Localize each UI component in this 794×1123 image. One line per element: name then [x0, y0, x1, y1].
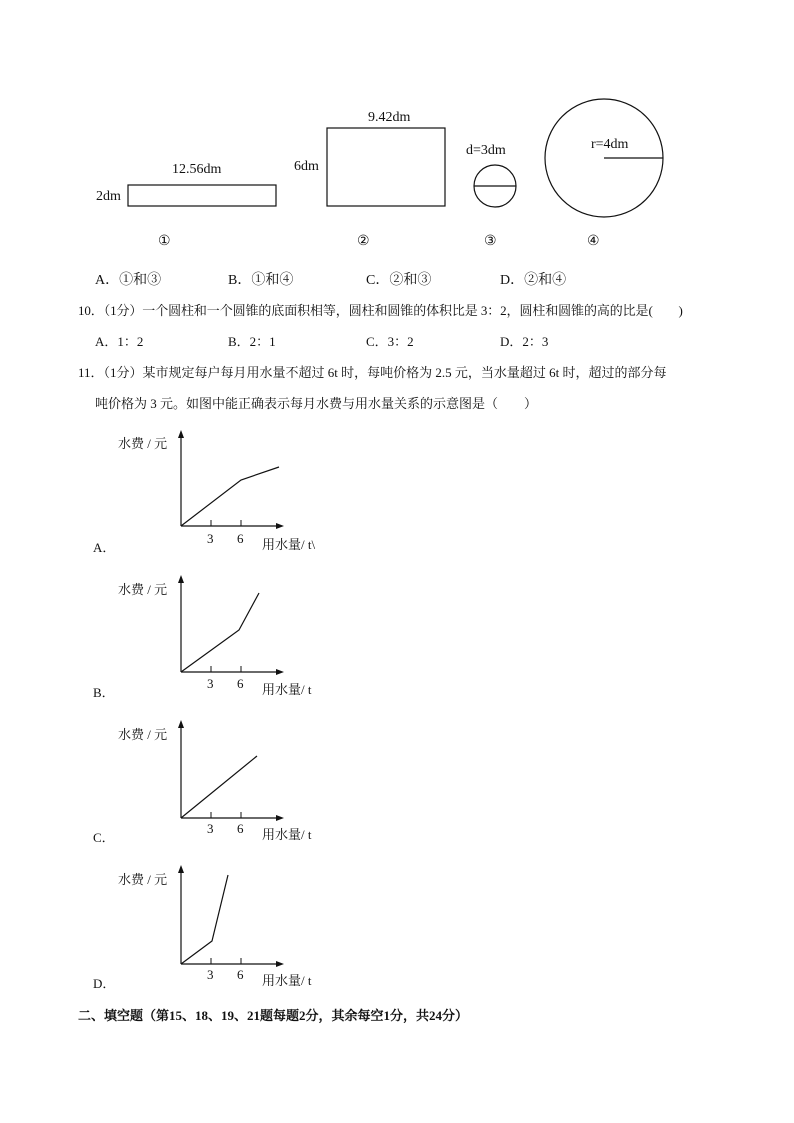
- graph-a-xlabel: 用水量/ t\: [262, 537, 316, 552]
- section2-heading: 二、填空题（第15、18、19、21题每题2分，其余每空1分，共24分）: [78, 1008, 469, 1023]
- graph-c-letter[interactable]: C．: [93, 830, 115, 845]
- option-letter: C．: [366, 273, 390, 288]
- graph-a-letter[interactable]: A．: [93, 540, 116, 555]
- graph-d-tick-6: 6: [237, 967, 244, 982]
- option-text: ①和④: [251, 273, 294, 288]
- option-letter: D．: [500, 334, 523, 349]
- option-text: 2：1: [249, 334, 276, 349]
- graph-d-line: [181, 875, 228, 964]
- graph-c-xlabel: 用水量/ t: [262, 827, 312, 842]
- option-text: 1：2: [117, 334, 144, 349]
- fig3-diameter-label: d=3dm: [466, 143, 506, 158]
- fig4-marker: ④: [587, 234, 600, 249]
- graph-b-tick-3: 3: [207, 676, 214, 691]
- graph-d-ylabel: 水费 / 元: [118, 872, 168, 887]
- graph-a-tick-3: 3: [207, 531, 214, 546]
- q10-stem: 10．（1分）一个圆柱和一个圆锥的底面积相等，圆柱和圆锥的体积比是 3：2，圆柱和圆锥的高的比是( ): [78, 303, 683, 318]
- graph-d-x-arrow: [276, 961, 284, 967]
- option-letter: B．: [228, 334, 250, 349]
- graph-c-tick-3: 3: [207, 821, 214, 836]
- fig1-length-label: 12.56dm: [172, 162, 222, 177]
- graph-d-y-arrow: [178, 865, 184, 873]
- option-text: ②和③: [389, 273, 432, 288]
- graph-b-tick-6: 6: [237, 676, 244, 691]
- option-letter: A．: [95, 334, 118, 349]
- graph-a-ylabel: 水费 / 元: [118, 436, 168, 451]
- graph-c-ylabel: 水费 / 元: [118, 727, 168, 742]
- graph-b-ylabel: 水费 / 元: [118, 582, 168, 597]
- fig2-width-label: 6dm: [294, 159, 319, 174]
- option-text: 3：2: [387, 334, 414, 349]
- option-letter: A．: [95, 273, 120, 288]
- option-text: 2：3: [522, 334, 549, 349]
- option-letter: B．: [228, 273, 252, 288]
- graph-b-letter[interactable]: B．: [93, 685, 115, 700]
- q11-stem-line2: 吨价格为 3 元。如图中能正确表示每月水费与用水量关系的示意图是（ ）: [95, 396, 538, 411]
- graph-c-tick-6: 6: [237, 821, 244, 836]
- graph-b-xlabel: 用水量/ t: [262, 682, 312, 697]
- q11-stem-line1: 11．（1分）某市规定每户每月用水量不超过 6t 时，每吨价格为 2.5 元，当水量超过 6t 时，超过的部分每: [78, 365, 667, 380]
- graph-d-tick-3: 3: [207, 967, 214, 982]
- fig4-radius-label: r=4dm: [591, 137, 629, 152]
- fig1-marker: ①: [158, 234, 171, 249]
- fig2-marker: ②: [357, 234, 370, 249]
- graph-d-xlabel: 用水量/ t: [262, 973, 312, 988]
- graph-d-letter[interactable]: D．: [93, 976, 116, 991]
- fig1-width-label: 2dm: [96, 189, 121, 204]
- fig3-marker: ③: [484, 234, 497, 249]
- graph-a-tick-6: 6: [237, 531, 244, 546]
- fig2-length-label: 9.42dm: [368, 110, 411, 125]
- option-letter: D．: [500, 273, 525, 288]
- option-text: ②和④: [524, 273, 567, 288]
- option-letter: C．: [366, 334, 388, 349]
- option-text: ①和③: [119, 273, 162, 288]
